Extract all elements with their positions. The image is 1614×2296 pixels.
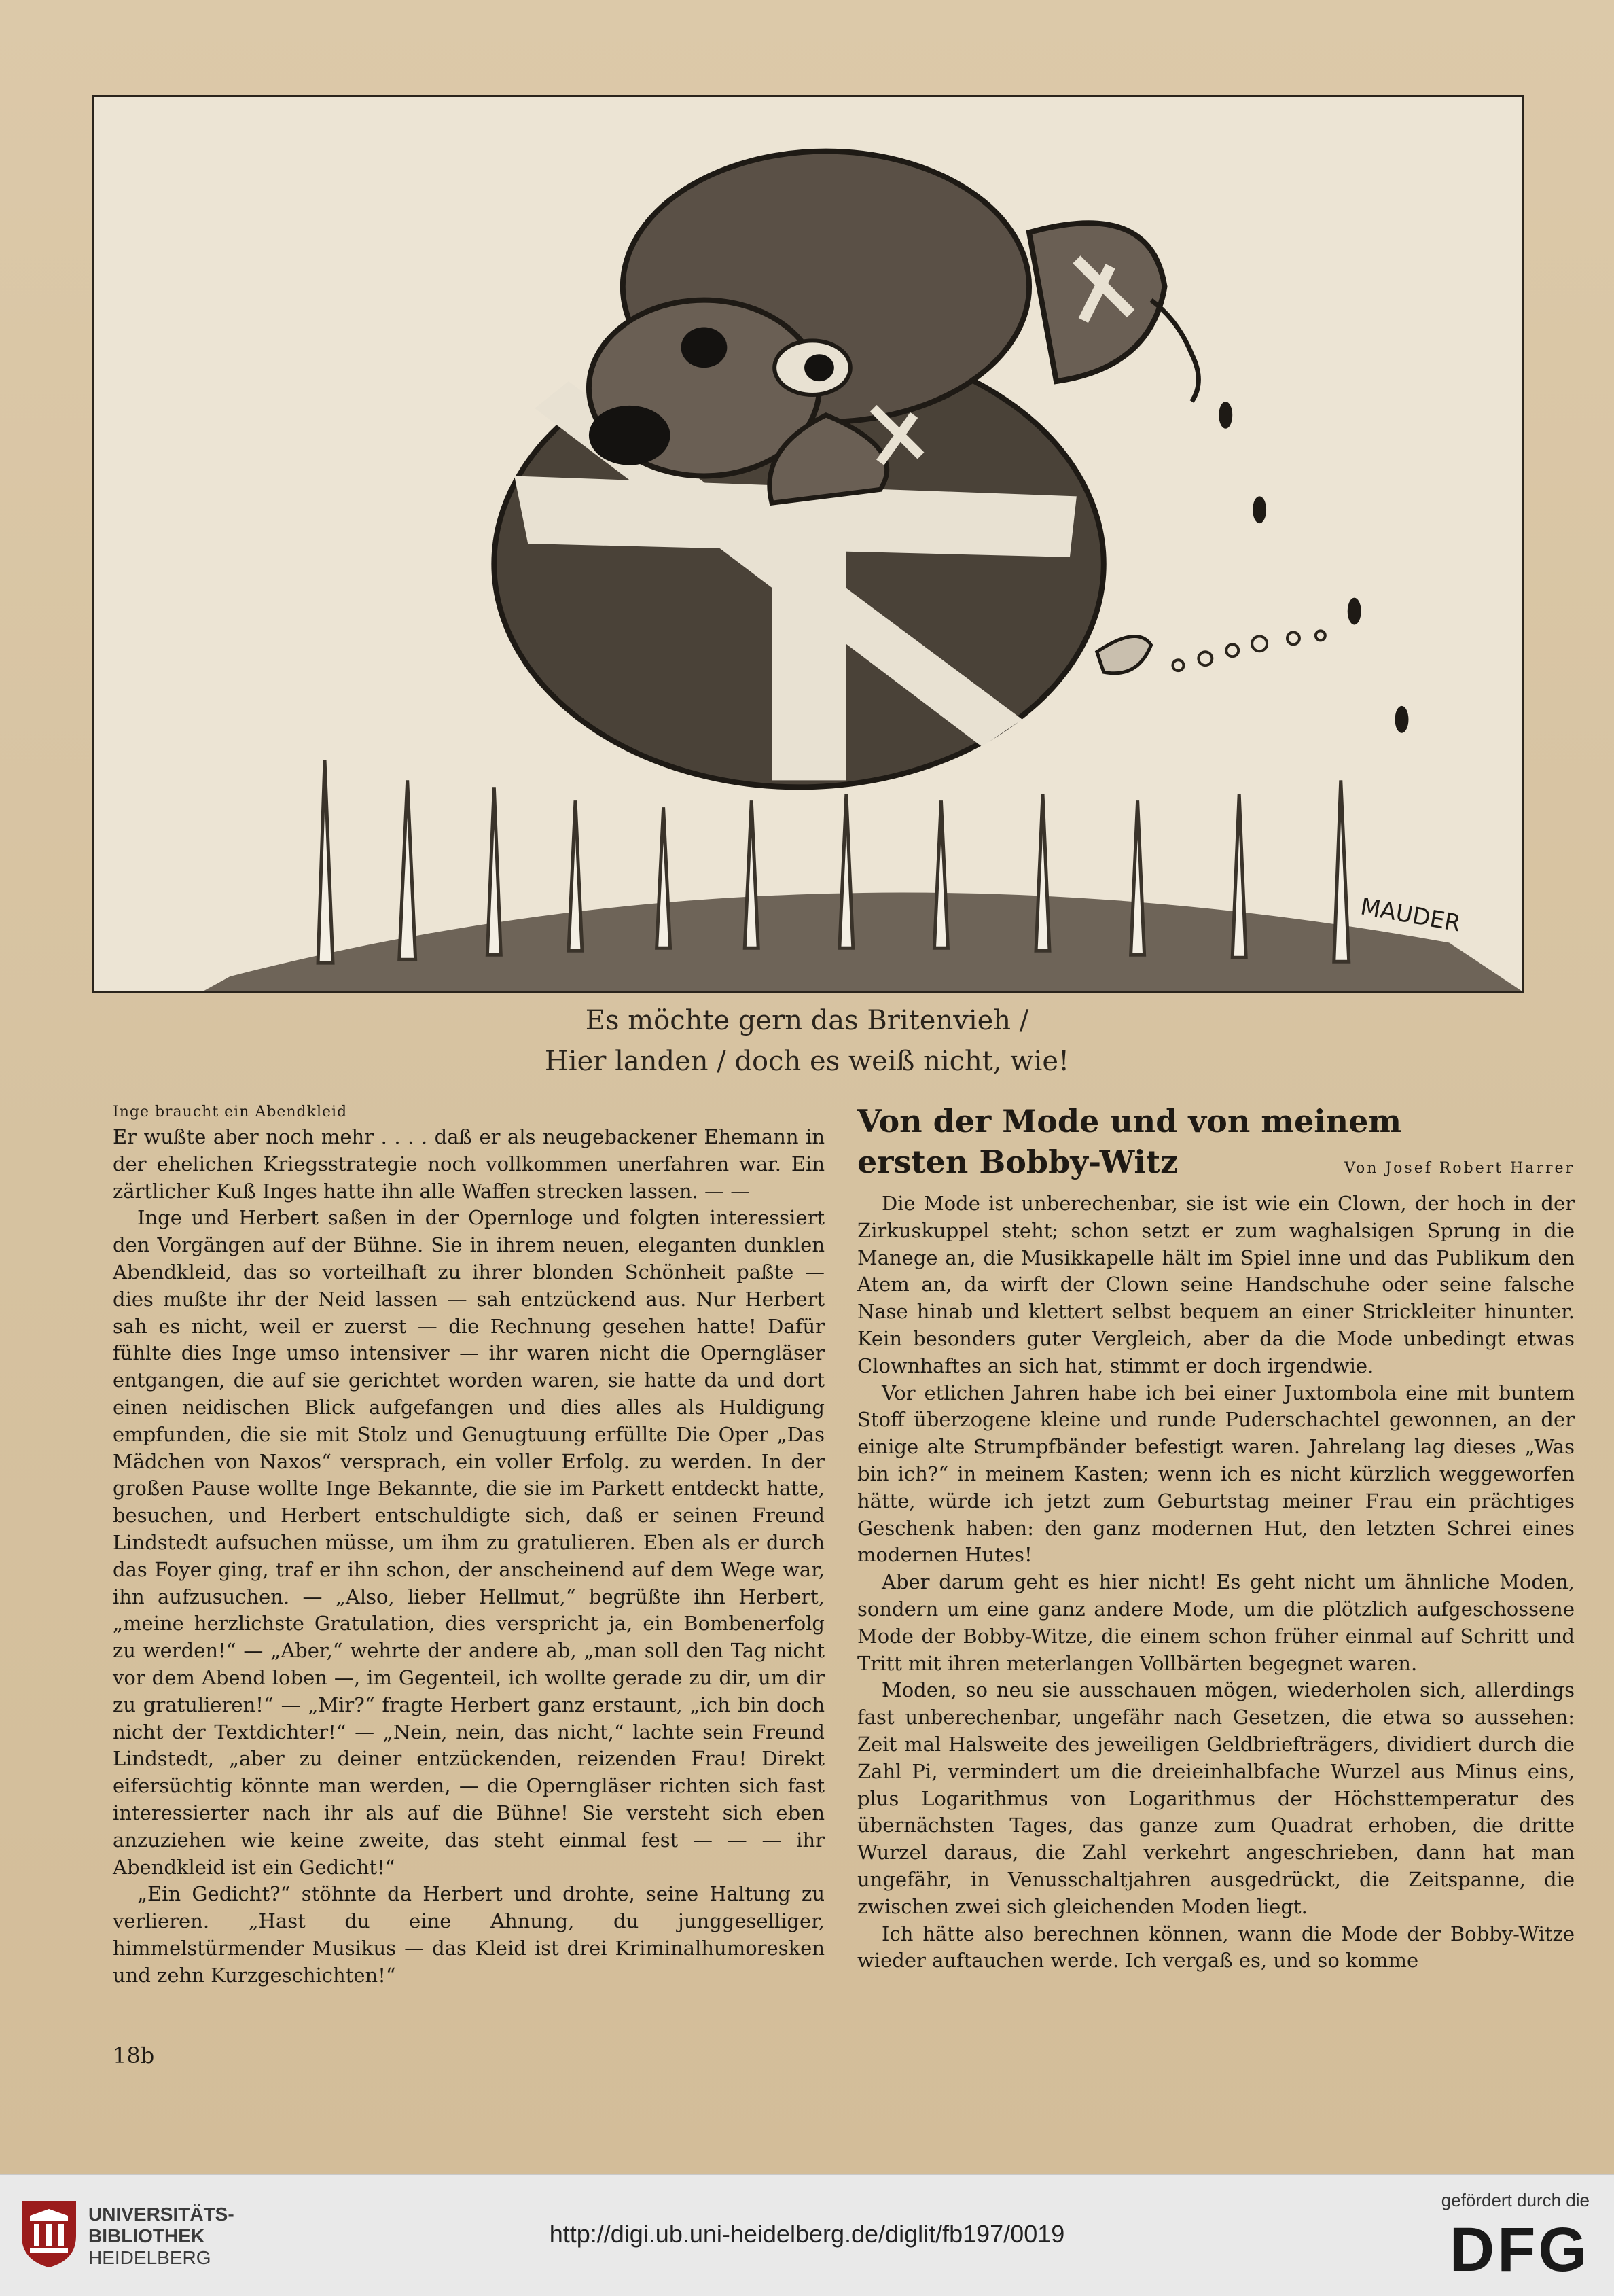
running-head: Inge braucht ein Abendkleid [113, 1103, 348, 1120]
paragraph: Er wußte aber noch mehr . . . . daß er als neugebackener Ehemann in der ehelichen Kriegsstrategie noch vollkommen unerfahren war. Ein zärtlicher Kuß Inges hatte ihn alle Waffen strecken lassen. — — [113, 1125, 825, 1203]
cartoon-drawing [94, 97, 1522, 991]
institution-line-2: BIBLIOTHEK [88, 2225, 205, 2246]
paragraph: Aber darum geht es hier nicht! Es geht nicht um ähnliche Moden, sondern um eine ganz andere Mode, um die plötzlich aufgeschossene Mode der Bobby-Witze, die einem schon früher einmal auf Schritt und Tritt mit ihren meterlangen Vollbärten begegnet waren. [857, 1570, 1575, 1675]
viewer-footer [0, 2174, 1614, 2296]
document-url-link[interactable]: http://digi.ub.uni-heidelberg.de/diglit/fb197/0019 [549, 2220, 1065, 2248]
article-title-line-2: ersten Bobby-Witz [857, 1144, 1179, 1180]
paragraph: Inge und Herbert saßen in der Opernloge und folgten interessiert den Vorgängen auf der Bühne. Sie in ihrem neuen, eleganten dunklen Abendkleid, das so vorteilhaft zu ihrer blonden Schönheit paßte — dies mußte ihr der Neid lassen — sah entzückend aus. Nur Herbert sah es nicht, weil er zuerst — die Rechnung gesehen hatte! Dafür fühlte dies Inge umso intensiver — ihr waren nicht die Operngläser entgangen, die auf sie gerichtet worden waren, sie hatte da und dort einen neidischen Blick aufgefangen und dies alles als Huldigung empfunden, die sie mit Stolz und Genugtuung erfüllte Die Oper „Das Mädchen von Naxos“ versprach, ein voller Erfolg. zu werden. In der großen Pause wollte Inge Bekannte, die sie im Parkett entdeckt hatte, besuchen, und Herbert entschuldigte sich, daß er seinen Freund Lindstedt aufsuchen müsse, um ihm zu gratulieren. Eben als er durch das Foyer ging, traf er ihn schon, der anscheinend auf dem Wege war, ihn aufzusuchen. — „Also, lieber Hellmut,“ begrüßte ihn Herbert, „meine herzlichste Gratulation, dies verspricht ja, ein Bombenerfolg zu werden!“ — „Aber,“ wehrte der andere ab, „man soll den Tag nicht vor dem Abend loben —, im Gegenteil, ich wollte gerade zu dir, um dir zu gratulieren!“ — „Mir?“ fragte Herbert ganz erstaunt, „ich bin doch nicht der Textdichter!“ — „Nein, nein, das nicht,“ lachte sein Freund Lindstedt, „aber zu deiner entzückenden, reizenden Frau! Direkt eifersüchtig könnte man werden, — die Operngläser richten sich fast interessierter nach ihr als auf die Bühne! Sie versteht sich eben anzuziehen wie keine zweite, das steht einmal fest — — — ihr Abendkleid ist ein Gedicht!“ [113, 1206, 825, 1879]
cartoon-illustration [92, 95, 1524, 993]
paragraph: Moden, so neu sie ausschauen mögen, wiederholen sich, allerdings fast unberechenbar, ungefähr nach Gesetzen, die etwa so aussehen: Zeit mal Halsweite des jeweiligen Geldbriefträgers, dividiert durch die Zahl Pi, vermindert um die dreieinhalbfache Wurzel aus Minus eins, plus Logarithmus von Logarithmus der Höchsttemperatur des übernächsten Tages, das ganze zum Quadrat erhoben, die dritte Wurzel daraus, die Zahl verkehrt angeschrieben, dann hat man ungefähr, in Venusschaltjahren ausgedrückt, die Zeitspanne, die zwischen zwei sich gleichenden Moden liegt. [857, 1678, 1575, 1918]
artist-signature: MAUDER [1358, 893, 1463, 938]
caption-line-1: Es möchte gern das Britenvieh / [585, 1005, 1029, 1036]
institution-line-1: UNIVERSITÄTS- [88, 2204, 234, 2225]
article-byline: Von Josef Robert Harrer [1344, 1160, 1575, 1177]
funding-label: gefördert durch die [1441, 2190, 1590, 2210]
paragraph: Vor etlichen Jahren habe ich bei einer Juxtombola eine mit buntem Stoff überzogene kleine und runde Puderschachtel gewonnen, an der einige alte Strumpfbänder befestigt waren. Jahrelang lag dieses „Was bin ich?“ in meinem Kasten; wenn ich es nicht kürzlich weggeworfen hätte, würde ich jetzt zum Geburtstag meiner Frau ein prächtiges Geschenk haben: den ganz modernen Hut, den letzten Schrei eines modernen Hutes! [857, 1381, 1575, 1567]
paragraph: Die Mode ist unberechenbar, sie ist wie ein Clown, der hoch in der Zirkuskuppel steht; schon setzt er zum waghalsigen Sprung in die Manege an, die Musikkapelle hält im Spiel inne und das Publikum den Atem an, da wirft der Clown seine Handschuhe oder seine falsche Nase hinab und klettert selbst bequem an einer Strickleiter hinunter. Kein besonders guter Vergleich, aber da die Mode unbedingt etwas Clownhaftes an sich hat, stimmt er doch irgendwie. [857, 1192, 1575, 1377]
caption-line-2: Hier landen / doch es weiß nicht, wie! [544, 1046, 1070, 1077]
article-title-line-1: Von der Mode und von meinem [857, 1103, 1402, 1140]
left-column [113, 1101, 825, 1990]
right-column [857, 1101, 1575, 1975]
dfg-logo[interactable]: DFG [1449, 2215, 1590, 2284]
institution-line-3: HEIDELBERG [88, 2247, 211, 2268]
paragraph: „Ein Gedicht?“ stöhnte da Herbert und drohte, seine Haltung zu verlieren. „Hast du eine Ahnung, du junggeselliger, himmelstürmender Musikus — das Kleid ist drei Kriminalhumoresken und zehn Kurzgeschichten!“ [113, 1882, 825, 1987]
page-number: 18b [113, 2043, 155, 2068]
paragraph: Ich hätte also berechnen können, wann die Mode der Bobby-Witze wieder auftauchen werde. Ich vergaß es, und so komme [857, 1922, 1575, 1973]
